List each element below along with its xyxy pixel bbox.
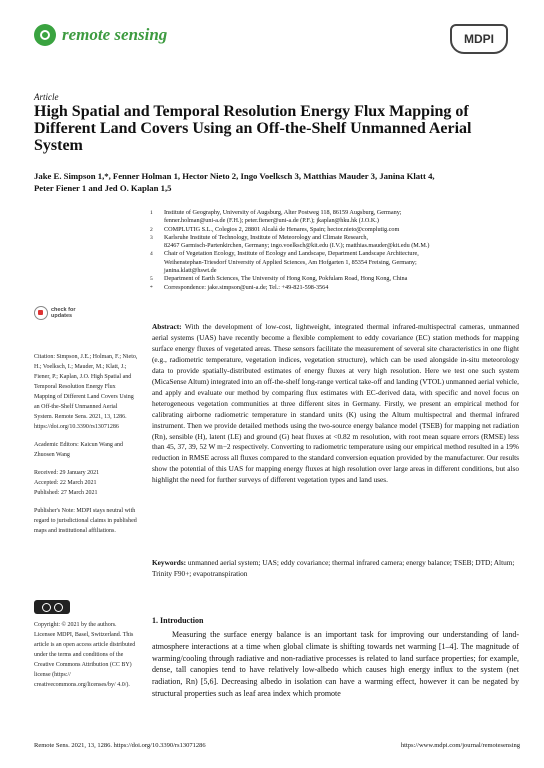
accepted-date: Accepted: 22 March 2021 <box>34 480 97 486</box>
article-sidebar <box>34 352 138 544</box>
affiliation-line: janina.klatt@hswt.de <box>164 267 217 275</box>
citation: Citation: Simpson, J.E.; Holman, F.; Nieto, H.; Voelksch, I.; Mauder, M.; Klatt, J.; Fiener, P.; Kaplan, J.O. High Spatial and Temporal Resolution Energy Flux Mapping of Different Land Covers Using an Off-the-Shelf Unmanned Aerial System. Remote Sens. 2021, 13, 1286. https://doi.org/10.3390/rs13071286 <box>34 354 138 430</box>
remote-sensing-logo-icon <box>34 24 56 46</box>
mdpi-logo <box>450 24 508 54</box>
affiliation-item <box>150 250 520 275</box>
check-updates-line2: updates <box>51 313 73 319</box>
publisher-note: Publisher's Note: MDPI stays neutral with regard to jurisdictional claims in published maps and institutional affiliations. <box>34 508 137 534</box>
abstract-label: Abstract: <box>152 322 182 331</box>
affiliation-line: fenner.holman@uni-a.de (F.H.); peter.fiener@uni-a.de (P.F.); jkaplan@hku.hk (J.O.K.) <box>164 217 379 225</box>
affiliation-item <box>150 275 520 283</box>
introduction-paragraph: Measuring the surface energy balance is an important task for improving our understanding of land-atmosphere interactions at a time when global climate is shifting towards net warming [1–4]. The magnitude of warming/cooling through radiative and non-radiative processes is related to land surface properties; for example, dense, tall canopies tend to have relatively low-albedo which causes high energy influx to the system (net radiation, Rn) [5,6]. Decreasing albedo in isolation can have a warming effect, however it can be negated by structural properties such as leaf area index which promote <box>152 630 519 698</box>
keywords-text: unmanned aerial system; UAS; eddy covariance; thermal infrared camera; energy balance; TSEB; DTD; Altum; Trinity F90+; evapotranspiration <box>152 558 515 578</box>
affiliation-line: Department of Earth Sciences, The University of Hong Kong, Pokfulam Road, Hong Kong, China <box>164 275 408 283</box>
affiliation-line: Institute of Geography, University of Augsburg, Alter Postweg 118, 86159 Augsburg, Germany; <box>164 209 402 216</box>
check-updates-line1: check for <box>51 307 76 313</box>
copyright: Copyright: © 2021 by the authors. Licensee MDPI, Basel, Switzerland. This article is an open access article distributed under the terms and conditions of the Creative Commons Attribution (CC BY) license (https:// creativecommons.org/licenses/by/ 4.0/). <box>34 622 136 688</box>
affiliation-item <box>150 209 520 226</box>
affiliations <box>150 209 520 292</box>
abstract <box>152 322 519 486</box>
affiliation-line: 82467 Garmisch-Partenkirchen, Germany; ingo.voelksch@kit.edu (I.V.); matthias.mauder@kit.edu (M.M.) <box>164 242 430 250</box>
affiliation-line: COMPLUTIG S.L., Colegios 2, 28801 Alcalá de Henares, Spain; hector.nieto@complutig.com <box>164 225 400 233</box>
affiliation-line: Correspondence: jake.simpson@uni-a.de; Tel.: +49-821-598-3564 <box>164 283 329 291</box>
abstract-text: With the development of low-cost, lightweight, integrated thermal infrared-multispectral cameras, unmanned aerial systems (UAS) have recently become a flexible complement to eddy covariance (EC) station methods for mapping surface energy fluxes of vegetated areas. These sensors facilitate the measurement of several site characteristics in one flight (e.g., radiometric temperature, vegetation indices, vegetation structure), which can be used alongside in-situ meteorology data to provide spatially-distributed estimates of energy fluxes at very high resolution. Here we test one such system (MicaSense Altum) integrated into an off-the-shelf long-range vertical take-off and landing (VTOL) unmanned aerial vehicle, and apply and evaluate our method by comparing flux estimates with EC-derived data, with specific and novel focus on heterogeneous vegetation communities at three different sites in Germany. Firstly, we present an empirical method for calibrating airborne radiometric temperature in standard units (K) using the Altum multispectral and thermal infrared instrument. Then we provide detailed methods using the two-source energy balance model (TSEB) for mapping net radiation (Rn), sensible (H), latent (LE) and ground (G) heat fluxes at <0.82 m resolution, with root mean square errors (RMSE) less than 45, 37, 39, 52 W m−2 respectively. Converting to radiometric temperature using our empirical method resulted in a 19% reduction in RMSE across all fluxes compared to the standard conversion equation provided by the manufacturer. Our results show the potential of this UAS for mapping energy fluxes at high resolution over large areas in different conditions, but also highlight the need for further surveys of different vegetation types and land uses. <box>152 322 519 485</box>
footer-citation[interactable]: Remote Sens. 2021, 13, 1286. https://doi.org/10.3390/rs13071286 <box>34 742 206 749</box>
affiliation-number: 1 <box>150 210 153 216</box>
affiliation-line: Chair of Vegetation Ecology, Institute of Ecology and Landscape, Department Landscape Architecture, <box>164 250 419 258</box>
paper-title: High Spatial and Temporal Resolution Energy Flux Mapping of Different Land Covers Using an Off-the-Shelf Unmanned Aerial System <box>34 103 472 154</box>
author-line-1: Jake E. Simpson 1,*, Fenner Holman 1, Hector Nieto 2, Ingo Voelksch 3, Matthias Mauder 3, Janina Klatt 4, <box>34 171 435 181</box>
check-updates-icon <box>34 306 48 320</box>
affiliation-number: * <box>150 284 153 291</box>
article-type: Article <box>34 92 59 102</box>
journal-header <box>34 24 167 46</box>
affiliation-number: 2 <box>150 226 153 233</box>
received-date: Received: 29 January 2021 <box>34 470 100 476</box>
published-date: Published: 27 March 2021 <box>34 490 98 496</box>
affiliation-line: Karlsruhe Institute of Technology, Institute of Meteorology and Climate Research, <box>164 233 369 241</box>
check-for-updates-badge[interactable] <box>34 306 75 320</box>
affiliation-number: 3 <box>150 234 153 241</box>
cc-license-icon[interactable] <box>34 600 70 614</box>
author-list <box>34 170 519 194</box>
keywords <box>152 558 519 580</box>
affiliation-line: Weihenstephan-Triesdorf University of Applied Sciences, Am Hofgarten 1, 85354 Freising, Germany; <box>164 258 417 266</box>
affiliation-item <box>150 226 520 234</box>
author-line-2: Peter Fiener 1 and Jed O. Kaplan 1,5 <box>34 183 172 193</box>
mdpi-logo-text: MDPI <box>464 32 494 46</box>
academic-editors: Academic Editors: Kaicun Wang and Zhuosen Wang <box>34 442 124 458</box>
affiliation-item <box>150 234 520 251</box>
affiliation-number: 5 <box>150 276 153 283</box>
journal-name: remote sensing <box>62 25 168 44</box>
affiliation-item <box>150 284 520 292</box>
affiliation-number: 4 <box>150 251 153 258</box>
section-heading-introduction: 1. Introduction <box>152 616 204 625</box>
footer-journal-url[interactable]: https://www.mdpi.com/journal/remotesensing <box>400 742 520 749</box>
keywords-label: Keywords: <box>152 558 187 567</box>
page-footer <box>34 742 520 749</box>
